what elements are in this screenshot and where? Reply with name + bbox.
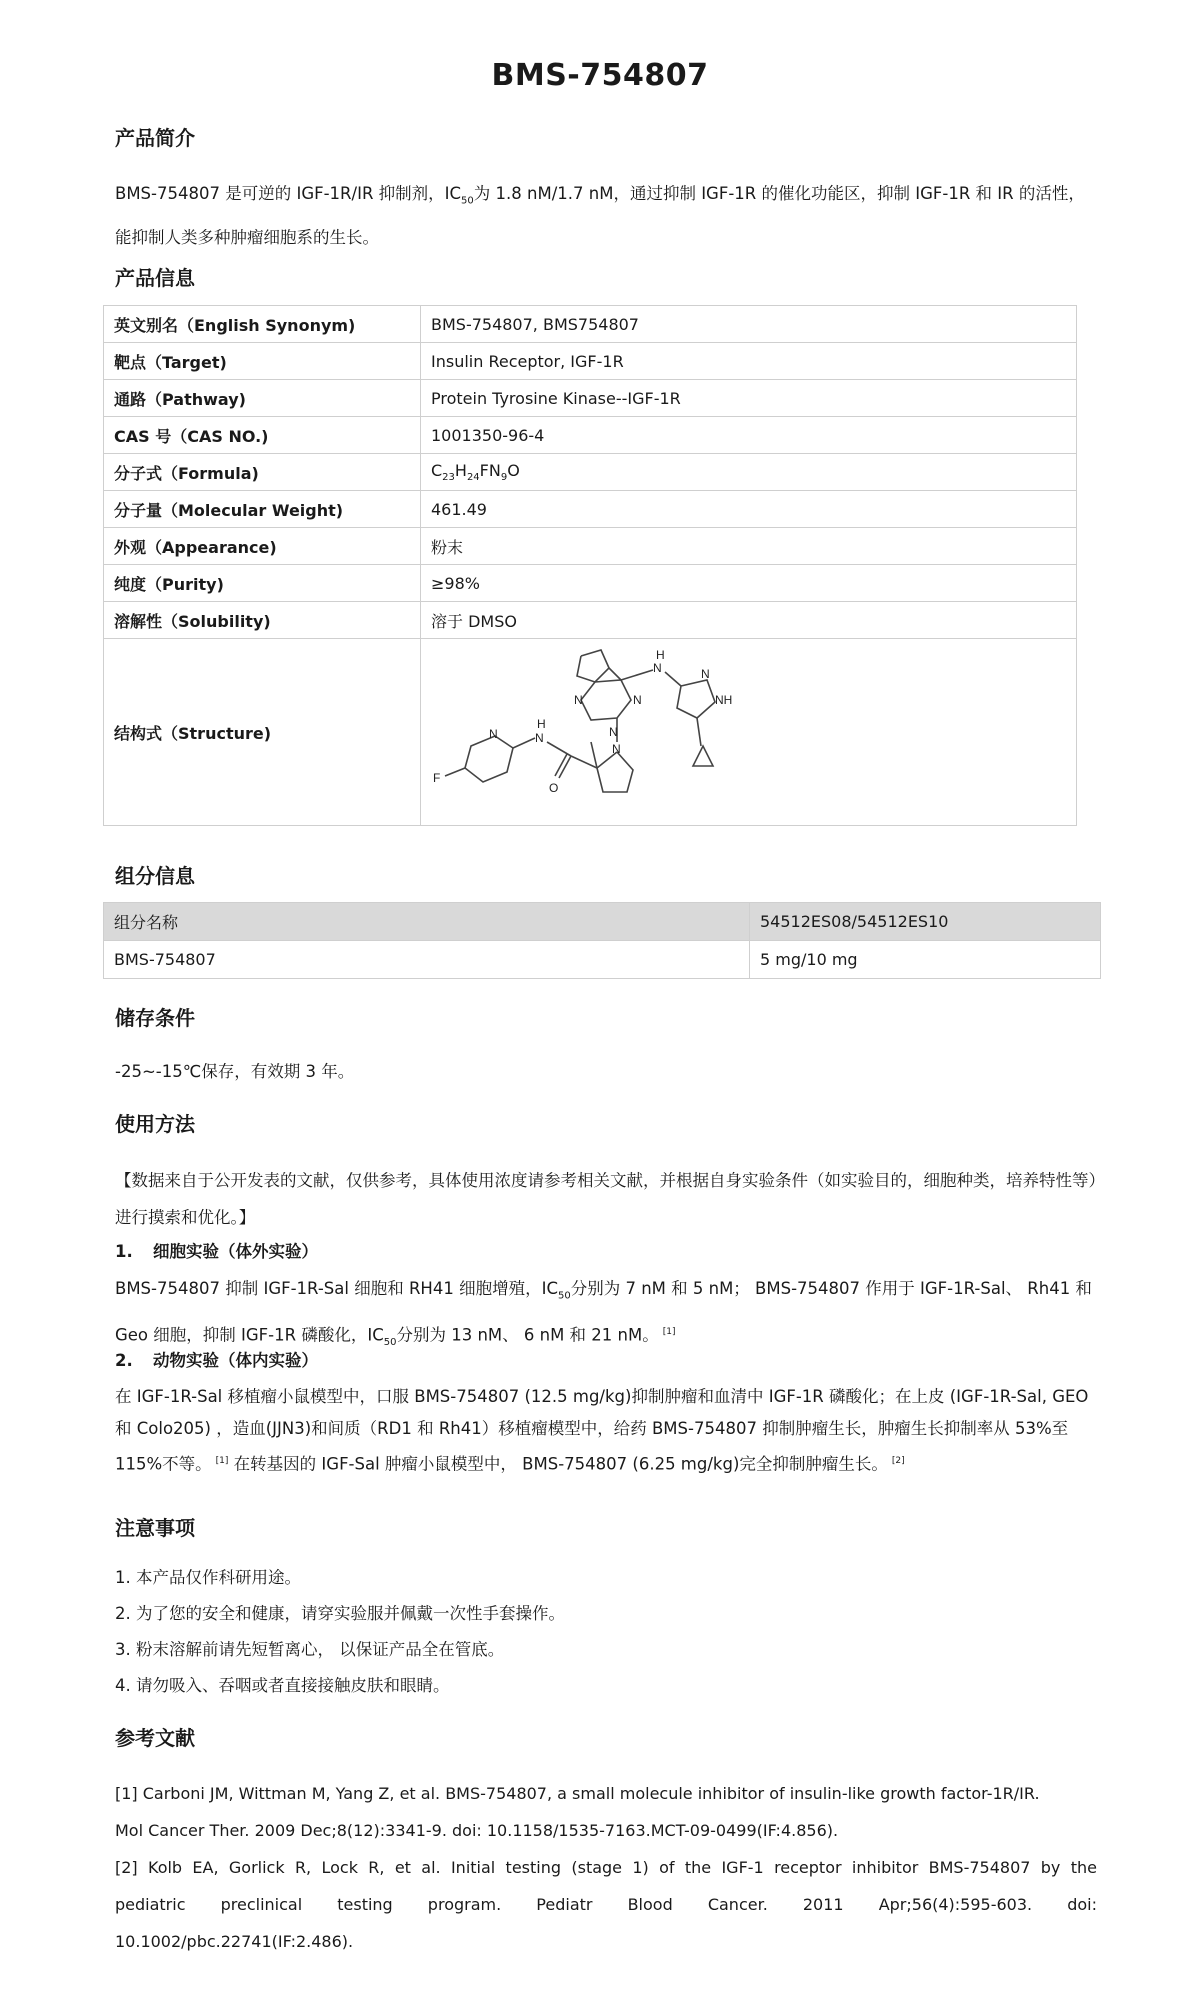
citation-ref: [1] — [662, 1327, 676, 1338]
info-row-mw — [104, 491, 1077, 528]
usage-section2-title — [115, 1347, 318, 1371]
reference-2-line: [2] Kolb EA, Gorlick R, Lock R, et al. Initial testing (stage 1) of the IGF-1 receptor inhibitor BMS-754807 by the — [115, 1858, 1097, 1877]
note-item: 4. 请勿吸入、吞咽或者直接接触皮肤和眼睛。 — [115, 1676, 450, 1695]
section-number: 1. — [115, 1242, 133, 1261]
info-value-formula: $C_{23}H_{24}FN_9O$ — [421, 454, 1077, 491]
atom-label: O — [549, 781, 559, 795]
info-key: 纯度（Purity) — [104, 565, 421, 602]
atom-label: H — [656, 648, 665, 662]
chemical-structure-image — [431, 642, 761, 822]
usage-section1-title — [115, 1238, 318, 1262]
info-key: 分子式（Formula) — [104, 454, 421, 491]
structure-cell — [421, 639, 1077, 826]
section-title: 细胞实验（体外实验） — [153, 1242, 318, 1261]
intro-text — [115, 175, 1095, 256]
usage-section2-text: 在 IGF-1R-Sal 移植瘤小鼠模型中，口服 BMS-754807 (12.5 mg/kg)抑制肿瘤和血清中 IGF-1R 磷酸化；在上皮 (IGF-1R-Sal, GEO 和 Colo205) ，造血(JJN3)和间质（RD1 和 Rh41）移植瘤模型中，给药 BMS-754807 抑制肿瘤生长，肿瘤生长抑制率从 53%至 115%不等。 [1] 在转基因的 IGF-Sal 肿瘤小鼠模型中， BMS-754807 (6.25 mg/kg)完全抑制肿瘤生长。 [2] — [115, 1387, 1089, 1474]
info-value: Insulin Receptor, IGF-1R — [421, 343, 1077, 380]
atom-label: N — [489, 727, 498, 741]
atom-label: N — [653, 661, 662, 675]
notes-heading: 注意事项 — [115, 1516, 195, 1540]
info-key: 分子量（Molecular Weight) — [104, 491, 421, 528]
intro-heading: 产品简介 — [115, 126, 195, 150]
info-key: 外观（Appearance) — [104, 528, 421, 565]
section-number: 2. — [115, 1351, 133, 1370]
components-table — [103, 902, 1101, 979]
atom-label: N — [535, 731, 544, 745]
components-header-sku: 54512ES08/54512ES10 — [750, 903, 1101, 941]
info-key: 溶解性（Solubility) — [104, 602, 421, 639]
info-key: CAS 号（CAS NO.) — [104, 417, 421, 454]
info-row-formula — [104, 454, 1077, 491]
info-row-target — [104, 343, 1077, 380]
components-header-name: 组分名称 — [104, 903, 750, 941]
info-key: 英文别名（English Synonym) — [104, 306, 421, 343]
components-header-row — [104, 903, 1101, 941]
info-row-cas — [104, 417, 1077, 454]
info-value: 粉末 — [421, 528, 1077, 565]
atom-label: N — [612, 742, 621, 756]
storage-text: -25~-15℃保存，有效期 3 年。 — [115, 1062, 355, 1081]
info-value: 溶于 DMSO — [421, 602, 1077, 639]
info-row-synonym — [104, 306, 1077, 343]
atom-label: F — [433, 771, 441, 785]
note-item: 1. 本产品仅作科研用途。 — [115, 1568, 301, 1587]
info-row-pathway — [104, 380, 1077, 417]
atom-label: N — [701, 667, 710, 681]
reference-1-line: [1] Carboni JM, Wittman M, Yang Z, et al. BMS-754807, a small molecule inhibitor of insulin-like growth factor-1R/IR. — [115, 1784, 1040, 1803]
usage-note: 【数据来自于公开发表的文献，仅供参考，具体使用浓度请参考相关文献，并根据自身实验条件（如实验目的，细胞种类，培养特性等）进行摸索和优化。】 — [115, 1171, 1105, 1227]
components-heading: 组分信息 — [115, 864, 195, 888]
page-title: BMS-754807 — [491, 58, 709, 93]
info-value: Protein Tyrosine Kinase--IGF-1R — [421, 380, 1077, 417]
intro-text-a: BMS-754807 是可逆的 IGF-1R/IR 抑制剂，IC — [115, 184, 462, 203]
atom-label: N — [609, 725, 618, 739]
product-info-table — [103, 305, 1077, 826]
atom-label: N — [574, 693, 583, 707]
ic-subscript: 50 — [461, 195, 474, 207]
components-row — [104, 941, 1101, 979]
atom-label: NH — [715, 693, 733, 707]
storage-heading: 储存条件 — [115, 1006, 195, 1030]
component-name: BMS-754807 — [104, 941, 750, 979]
section-title: 动物实验（体内实验） — [153, 1351, 318, 1370]
note-item: 3. 粉末溶解前请先短暂离心， 以保证产品全在管底。 — [115, 1640, 505, 1659]
info-key: 结构式（Structure) — [104, 639, 421, 826]
atom-label: N — [633, 693, 642, 707]
info-value: BMS-754807, BMS754807 — [421, 306, 1077, 343]
notes-list — [115, 1560, 1095, 1704]
atom-label: H — [537, 717, 546, 731]
info-row-solubility — [104, 602, 1077, 639]
info-value: 461.49 — [421, 491, 1077, 528]
component-amount: 5 mg/10 mg — [750, 941, 1101, 979]
references-heading: 参考文献 — [115, 1726, 195, 1750]
info-row-structure — [104, 639, 1077, 826]
citation-ref: [2] — [891, 1456, 905, 1466]
info-key: 通路（Pathway) — [104, 380, 421, 417]
reference-2-line: 10.1002/pbc.22741(IF:2.486). — [115, 1932, 354, 1951]
info-value: ≥98% — [421, 565, 1077, 602]
citation-ref: [1] — [215, 1456, 229, 1466]
info-value: 1001350-96-4 — [421, 417, 1077, 454]
info-heading: 产品信息 — [115, 266, 195, 290]
reference-2-line: pediatric preclinical testing program. Pediatr Blood Cancer. 2011 Apr;56(4):595-603. doi: — [115, 1895, 1097, 1914]
info-row-appearance — [104, 528, 1077, 565]
references-list — [115, 1775, 1097, 1960]
intro-text-b: 为 1.8 nM/1.7 nM，通过抑制 IGF-1R 的催化功能区，抑制 IGF-1R 和 IR 的活性，能抑制人类多种肿瘤细胞系的生长。 — [115, 184, 1085, 248]
usage-section1-text: BMS-754807 抑制 IGF-1R-Sal 细胞和 RH41 细胞增殖，$IC_{50}$分别为 7 nM 和 5 nM； BMS-754807 作用于 IGF-1R-Sal、 Rh41 和 Geo 细胞，抑制 IGF-1R 磷酸化，$IC_{50}$分别为 13 nM、 6 nM 和 21 nM。 [1] — [115, 1279, 1092, 1349]
reference-1-line: Mol Cancer Ther. 2009 Dec;8(12):3341-9. doi: 10.1158/1535-7163.MCT-09-0499(IF:4.856). — [115, 1821, 839, 1840]
info-key: 靶点（Target) — [104, 343, 421, 380]
note-item: 2. 为了您的安全和健康，请穿实验服并佩戴一次性手套操作。 — [115, 1604, 565, 1623]
info-row-purity — [104, 565, 1077, 602]
usage-heading: 使用方法 — [115, 1112, 195, 1136]
